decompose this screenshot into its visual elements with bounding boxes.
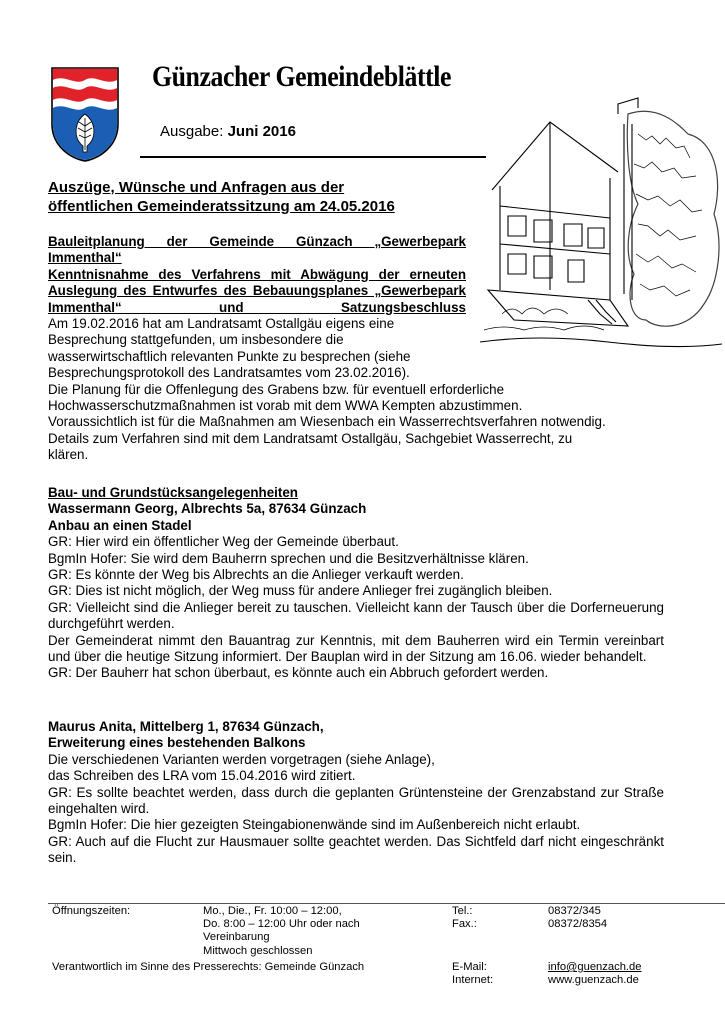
footer-hours-line: Do. 8:00 – 12:00 Uhr oder nach	[203, 918, 360, 931]
body-line: Voraussichtlich ist für die Maßnahmen am Wiesenbach ein Wasserrechtsverfahren notwendig.	[48, 414, 606, 430]
project-title: Anbau an einen Stadel	[48, 517, 192, 533]
body-paragraph: GR: Auch auf die Flucht zur Hausmauer sollte geachtet werden. Das Sichtfeld darf nicht eingeschränkt sein.	[48, 833, 664, 866]
footer-hours-line: Mo., Die., Fr. 10:00 – 12:00,	[203, 905, 342, 917]
footer-hours-label: Öffnungszeiten:	[52, 905, 131, 917]
body-paragraph: Der Gemeinderat nimmt den Bauantrag zur Kenntnis, mit dem Bauherren wird ein Termin vereinbart und über die heutige Sitzung informiert. Der Bauplan wird in der Sitzung am 16.06. wieder behandelt.	[48, 632, 664, 665]
footer-internet-label: Internet:	[452, 974, 494, 986]
agenda-item-title: Bauleitplanung der Gemeinde Günzach „Gewerbepark Immenthal“	[48, 234, 466, 266]
footer-hours-line: Mittwoch geschlossen	[203, 944, 313, 957]
municipal-crest-icon	[50, 66, 120, 162]
footer-tel-label: Tel.:	[452, 905, 473, 917]
footer-responsible: Verantwortlich im Sinne des Presserechts: Gemeinde Günzach	[52, 961, 365, 973]
body-paragraph: das Schreiben des LRA vom 15.04.2016 wird zitiert.	[48, 768, 356, 784]
issue-value: Juni 2016	[227, 123, 296, 140]
body-line: Besprechung stattgefunden, um insbesondere die	[48, 332, 344, 348]
footer-rule	[48, 903, 725, 904]
body-paragraph: GR: Der Bauherr hat schon überbaut, es könnte auch ein Abbruch gefordert werden.	[48, 665, 549, 681]
footer-fax-label: Fax.:	[452, 918, 477, 930]
section-heading-line: öffentlichen Gemeinderatssitzung am 24.05.2016	[48, 198, 395, 215]
footer-fax: 08372/8354	[548, 918, 608, 930]
project-title: Erweiterung eines bestehenden Balkons	[48, 735, 306, 751]
body-paragraph: GR: Dies ist nicht möglich, der Weg muss für andere Anlieger frei zugänglich bleiben.	[48, 583, 553, 599]
body-paragraph: GR: Es sollte beachtet werden, dass durch die geplanten Grüntensteine der Grenzabstand zur Straße eingehalten wird.	[48, 784, 664, 817]
footer-hours-line: Vereinbarung	[203, 931, 270, 944]
footer-tel[interactable]: 08372/345	[548, 905, 601, 917]
body-paragraph: GR: Vielleicht sind die Anlieger bereit zu tauschen. Vielleicht kann der Tausch über die Dorferneuerung durchgeführt werden.	[48, 599, 664, 632]
applicant: Maurus Anita, Mittelberg 1, 87634 Günzach,	[48, 719, 324, 734]
body-line: Hochwasserschutzmaßnahmen ist vorab mit dem WWA Kempten abzustimmen.	[48, 398, 523, 414]
agenda-item-balkon	[48, 719, 664, 867]
agenda-item-bau-grundstueck	[48, 485, 664, 682]
agenda-item-subtitle: Kenntnisnahme des Verfahrens mit Abwägung der erneuten Auslegung des Entwurfes des Bebauungsplanes „Gewerbepark Immenthal“ und Satzungsbeschluss	[48, 266, 466, 315]
body-paragraph: Die verschiedenen Varianten werden vorgetragen (siehe Anlage),	[48, 751, 435, 767]
issue-line	[160, 123, 296, 140]
body-line: Am 19.02.2016 hat am Landratsamt Ostallgäu eigens eine	[48, 316, 395, 332]
footer-hours	[203, 905, 360, 958]
section-heading-line: Auszüge, Wünsche und Anfragen aus der	[48, 179, 345, 196]
body-line: Die Planung für die Offenlegung des Grabens bzw. für eventuell erforderliche	[48, 381, 505, 397]
masthead-rule	[140, 156, 486, 158]
footer-internet-link[interactable]: www.guenzach.de	[548, 974, 639, 986]
body-paragraph: GR: Es könnte der Weg bis Albrechts an die Anlieger verkauft werden.	[48, 567, 464, 583]
agenda-item-bauleitplanung	[48, 234, 664, 464]
body-line: wasserwirtschaftlich relevanten Punkte zu besprechen (siehe	[48, 348, 411, 364]
body-line: Details zum Verfahren sind mit dem Landratsamt Ostallgäu, Sachgebiet Wasserrecht, zu	[48, 430, 573, 446]
body-line: klären.	[48, 447, 89, 463]
body-paragraph: BgmIn Hofer: Sie wird dem Bauherrn sprechen und die Besitzverhältnisse klären.	[48, 550, 529, 566]
issue-label: Ausgabe:	[160, 123, 224, 140]
applicant: Wassermann Georg, Albrechts 5a, 87634 Günzach	[48, 501, 367, 517]
category-title: Bau- und Grundstücksangelegenheiten	[48, 485, 298, 500]
footer-email-label: E-Mail:	[452, 961, 487, 973]
masthead-title: Günzacher Gemeindeblättle	[152, 60, 452, 93]
body-paragraph: GR: Hier wird ein öffentlicher Weg der Gemeinde überbaut.	[48, 534, 399, 550]
body-paragraph: BgmIn Hofer: Die hier gezeigten Steingabionenwände sind im Außenbereich nicht erlaubt.	[48, 817, 581, 833]
footer-email-link[interactable]: info@guenzach.de	[548, 961, 642, 973]
section-heading	[48, 178, 488, 216]
body-line: Besprechungsprotokoll des Landratsamtes vom 23.02.2016).	[48, 365, 410, 381]
